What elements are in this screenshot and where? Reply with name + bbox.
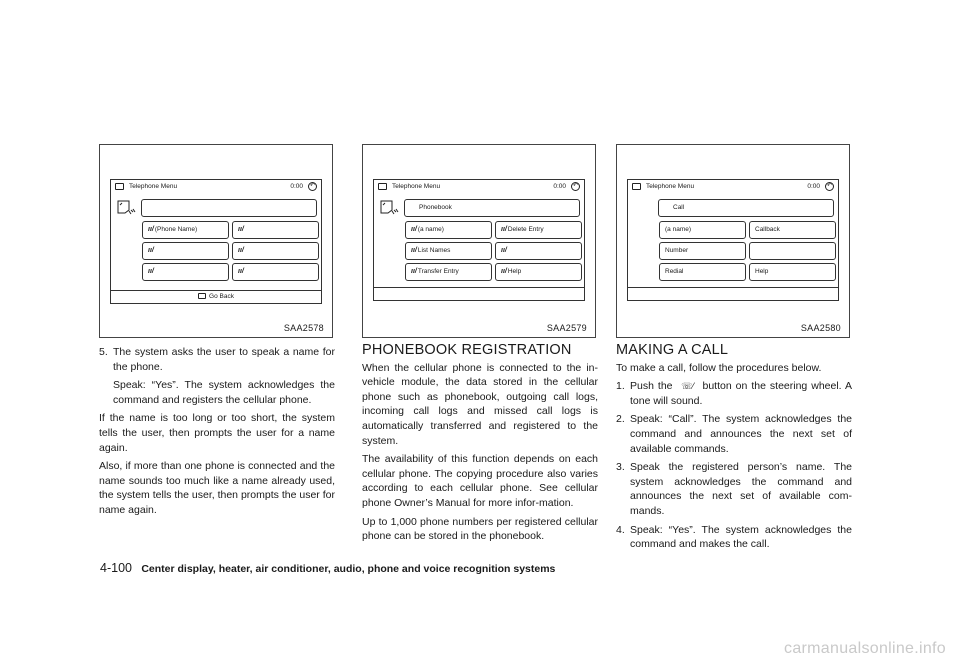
button-label: Callback (755, 226, 780, 233)
step-number: 3. (616, 461, 625, 474)
help-button[interactable] (495, 263, 582, 281)
screen-title: Telephone Menu (129, 183, 178, 190)
back-icon[interactable]: ↶ (572, 183, 579, 189)
voice-icon: ıı/ (238, 268, 244, 275)
telephone-menu-screen (110, 179, 322, 304)
button-label: Help (755, 268, 769, 275)
voice-icon: ıı/ (411, 226, 417, 233)
figure-id: SAA2578 (283, 323, 324, 333)
button-label: Redial (665, 268, 684, 275)
help-button[interactable] (749, 263, 836, 281)
empty-button[interactable] (232, 263, 319, 281)
screen-status-bar (111, 180, 321, 194)
voice-icon: ıı/ (501, 247, 507, 254)
empty-button[interactable] (232, 221, 319, 239)
empty-button[interactable] (232, 242, 319, 260)
step-text: The system asks the user to speak a name for the phone. (113, 346, 335, 373)
page-number: 4-100 (100, 561, 132, 575)
phone-icon (115, 183, 124, 190)
figure-id: SAA2579 (546, 323, 587, 333)
telephone-menu-screen (373, 179, 585, 301)
step-text: button on the steering wheel. A tone will sound. (630, 380, 852, 407)
text-column-2 (362, 343, 598, 548)
step-5 (99, 345, 335, 374)
section-title: Center display, heater, air conditioner, audio, phone and voice recognition systems (141, 563, 556, 575)
figure-id: SAA2580 (800, 323, 841, 333)
redial-button[interactable] (659, 263, 746, 281)
voice-icon: ıı/ (148, 247, 154, 254)
voice-icon: ıı/ (501, 268, 507, 275)
step-number: 5. (99, 346, 108, 358)
button-label: Delete Entry (507, 226, 544, 233)
phone-icon (632, 183, 641, 190)
screen-title: Telephone Menu (392, 183, 441, 190)
step-5-detail: Speak: “Yes”. The system acknowledges the command and registers the cellular phone. (113, 379, 335, 406)
button-label: (a name) (417, 226, 444, 233)
paragraph: Also, if more than one phone is connected and the name sounds too much like a name already used, the system tells the user, then prompts the user for name again. (99, 460, 335, 516)
step-text: Speak: “Yes”. The system acknowledges the command and makes the call. (630, 523, 852, 551)
step-4 (616, 523, 852, 552)
clock: 0:00 (553, 183, 566, 190)
back-icon[interactable]: ↶ (826, 183, 833, 189)
text-column-1 (99, 345, 335, 522)
empty-button[interactable] (142, 263, 229, 281)
step-number: 4. (616, 523, 625, 536)
screen-title: Telephone Menu (646, 183, 695, 190)
step-number: 1. (616, 380, 625, 393)
voice-icon: ıı/ (238, 247, 244, 254)
button-label: Help (507, 268, 522, 275)
figure-saa2580 (616, 144, 850, 338)
step-1 (616, 379, 852, 408)
go-back-button[interactable] (111, 290, 321, 303)
screen-status-bar (374, 180, 584, 194)
step-text: Speak the registered person’s name. The system acknowledges the command and announces the next set of available com-mands. (630, 461, 852, 517)
clock: 0:00 (807, 183, 820, 190)
page-footer (100, 561, 555, 575)
empty-button[interactable] (142, 242, 229, 260)
voice-icon: ıı/ (411, 247, 417, 254)
section-heading: PHONEBOOK REGISTRATION (362, 342, 572, 358)
paragraph: To make a call, follow the procedures below. (616, 361, 822, 374)
voice-recognition-icon (378, 198, 400, 220)
watermark: carmanualsonline.info (784, 640, 946, 657)
go-back-icon (198, 293, 206, 299)
step-3 (616, 460, 852, 518)
voice-command-bar (141, 199, 317, 217)
phone-name-button[interactable] (142, 221, 229, 239)
a-name-button[interactable] (659, 221, 746, 239)
paragraph: The availability of this function depends on each cellular phone. The copying procedure also varies according to each cellular phone. See cellular phone Owner’s Manual for more infor-mation. (362, 453, 598, 509)
voice-icon: ıı/ (238, 226, 244, 233)
number-button[interactable] (659, 242, 746, 260)
paragraph: Up to 1,000 phone numbers per registered cellular phone can be stored in the phonebook. (362, 515, 598, 543)
phone-icon (378, 183, 387, 190)
telephone-menu-screen (627, 179, 839, 301)
screen-footer (374, 287, 584, 300)
voice-command-bar: Phonebook (404, 199, 580, 217)
step-text: Speak: “Call”. The system acknowledges the command and announces the next set of available commands. (630, 413, 852, 455)
transfer-entry-button[interactable] (405, 263, 492, 281)
voice-icon: ıı/ (148, 226, 154, 233)
button-label: (a name) (665, 226, 692, 233)
voice-icon: ıı/ (501, 226, 507, 233)
step-number: 2. (616, 413, 625, 426)
voice-icon: ıı/ (148, 268, 154, 275)
step-2 (616, 412, 852, 456)
voice-command-bar: Call (658, 199, 834, 217)
callback-button[interactable] (749, 221, 836, 239)
voice-recognition-icon (115, 198, 137, 220)
empty-button[interactable] (495, 242, 582, 260)
section-heading: MAKING A CALL (616, 342, 729, 358)
step-text: Push the (630, 380, 673, 393)
empty-button[interactable] (749, 242, 836, 260)
voice-icon: ıı/ (411, 268, 417, 275)
figure-saa2579 (362, 144, 596, 338)
screen-footer (628, 287, 838, 300)
paragraph: When the cellular phone is connected to the in-vehicle module, the data stored in the cellular phone such as phonebook, outgoing call logs, incoming call logs and missed call logs is automatically transferred and registered to the system. (362, 361, 598, 447)
delete-entry-button[interactable] (495, 221, 582, 239)
paragraph: If the name is too long or too short, the system tells the user, then prompts the user for a name again. (99, 412, 335, 454)
figure-saa2578 (99, 144, 333, 338)
button-label: Number (665, 247, 689, 254)
a-name-button[interactable] (405, 221, 492, 239)
text-column-3 (616, 343, 852, 556)
talk-phone-icon: ☏⁄ (681, 381, 694, 392)
clock: 0:00 (290, 183, 303, 190)
button-label: (Phone Name) (154, 226, 198, 233)
back-icon[interactable]: ↶ (309, 183, 316, 189)
button-label: Transfer Entry (417, 268, 459, 275)
screen-status-bar (628, 180, 838, 194)
list-names-button[interactable] (405, 242, 492, 260)
button-label: List Names (417, 247, 451, 254)
go-back-label: Go Back (209, 293, 234, 300)
